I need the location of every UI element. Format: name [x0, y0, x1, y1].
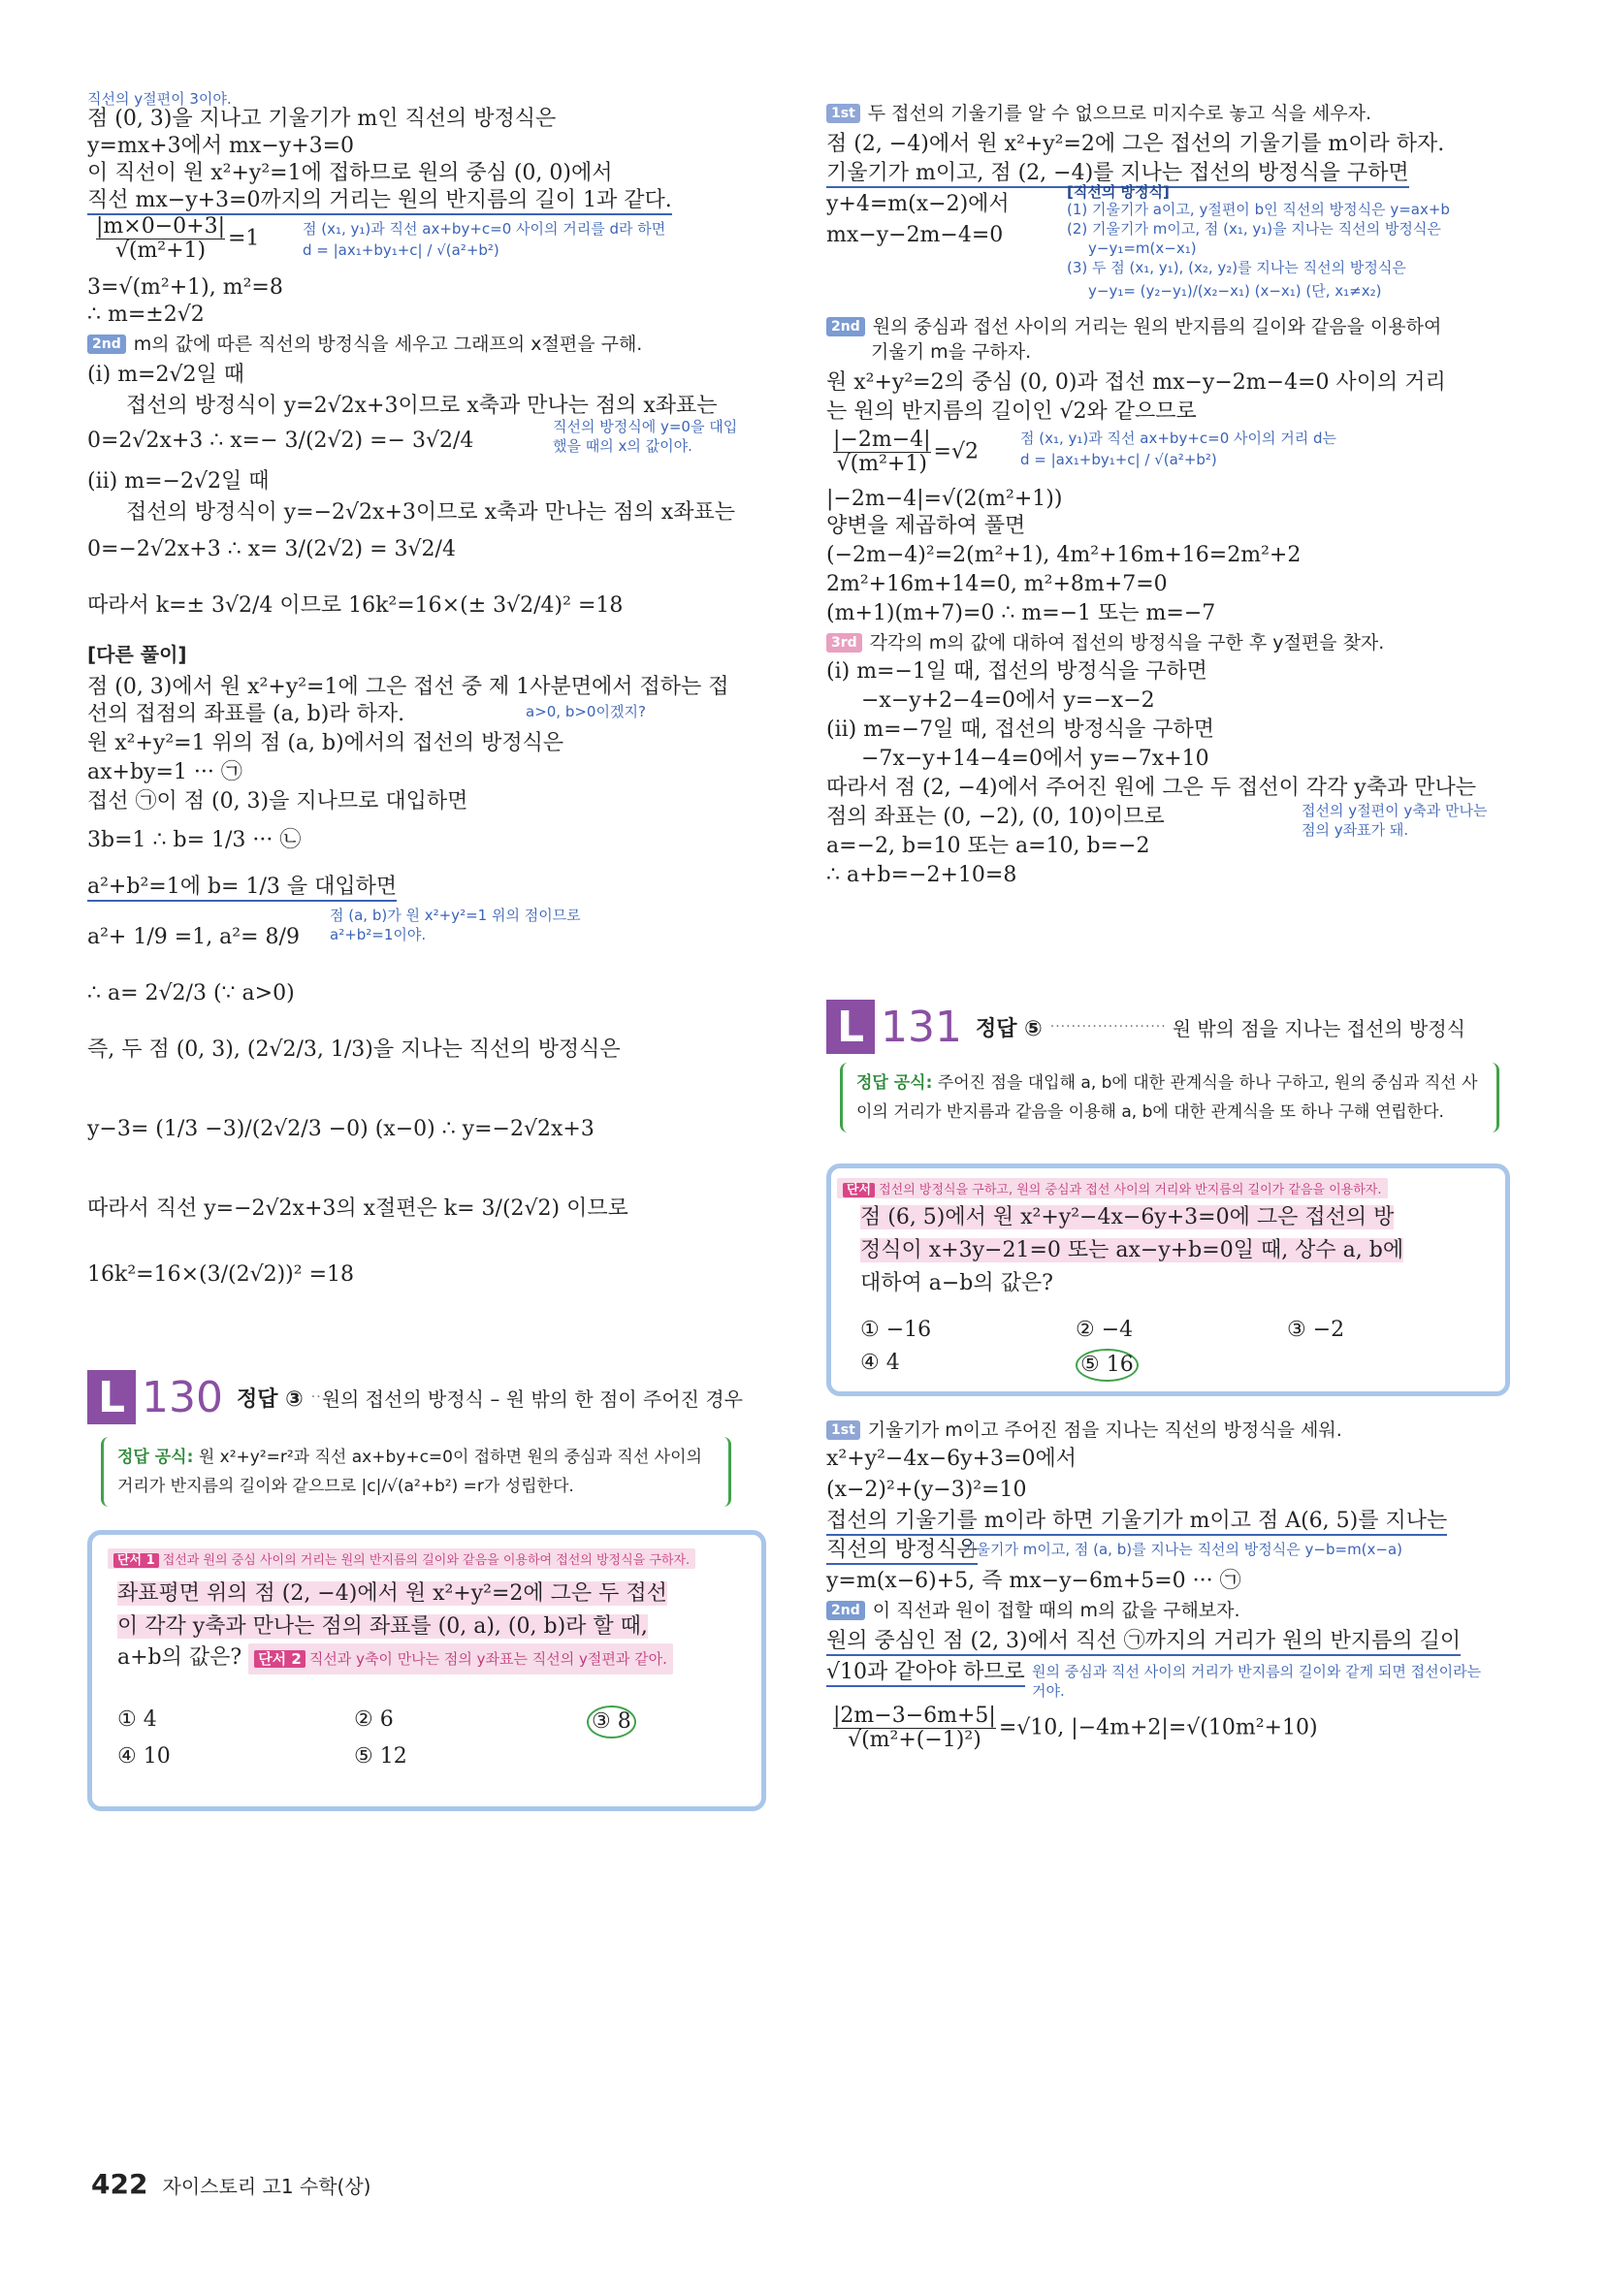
solution-line: 3b=1 ∴ b= 1/3 ··· ㉡ [87, 828, 302, 852]
problem-topic: 원 밖의 점을 지나는 접선의 방정식 [1172, 1016, 1465, 1040]
step-2-header: 2nd m의 값에 따른 직선의 방정식을 세우고 그래프의 x절편을 구해. [87, 330, 642, 359]
l-badge-icon: L [87, 1370, 136, 1424]
solution-line: (ⅰ) m=−1일 때, 접선의 방정식을 구하면 [826, 659, 1207, 684]
question-line: 대하여 a−b의 값은? [860, 1271, 1053, 1295]
note-line: (3) 두 점 (x₁, y₁), (x₂, y₂)를 지나는 직선의 방정식은 [1067, 259, 1406, 276]
answer-label: 정답 ③ [236, 1387, 304, 1412]
question-line: a+b의 값은? 단서 2 직선과 y축이 만나는 점의 y좌표는 직선의 y절편과 같아. [117, 1643, 673, 1674]
solution-line: 직선의 방정식은 [826, 1536, 978, 1565]
solution-line: x²+y²−4x−6y+3=0에서 [826, 1447, 1077, 1471]
solution-line: 점 (2, −4)에서 원 x²+y²=2에 그은 접선의 기울기를 m이라 하자. [826, 132, 1445, 156]
solution-line: 16k²=16×(3/(2√2))² =18 [87, 1262, 354, 1287]
annotation-x-intercept: 직선의 방정식에 y=0을 대입했을 때의 x의 값이야. [553, 418, 738, 455]
problem-130-header: L 130 정답 ③ ·· 원의 접선의 방정식 – 원 밖의 한 점이 주어진 경우 [87, 1367, 743, 1427]
problem-131-box [826, 1164, 1510, 1396]
solution-line: 선의 접점의 좌표를 (a, b)라 하자. [87, 702, 405, 726]
annotation-distance: 점 (x₁, y₁)과 직선 ax+by+c=0 사이의 거리를 d라 하면 [303, 220, 666, 238]
solution-line: y=mx+3에서 mx−y+3=0 [87, 134, 355, 158]
step-3-header: 3rd 각각의 m의 값에 대하여 접선의 방정식을 구한 후 y절편을 찾자. [826, 628, 1384, 657]
question-line: 좌표평면 위의 점 (2, −4)에서 원 x²+y²=2에 그은 두 접선 [117, 1581, 667, 1606]
note-box-title: [직선의 방정식] [1067, 183, 1170, 201]
step-1-header: 1st 두 접선의 기울기를 알 수 없으므로 미지수로 놓고 식을 세우자. [826, 99, 1371, 128]
solution-line: 접선의 방정식이 y=−2√2x+3이므로 x축과 만나는 점의 x좌표는 [126, 500, 735, 525]
note-line: (2) 기울기가 m이고, 점 (x₁, y₁)을 지나는 직선의 방정식은 [1067, 220, 1441, 238]
solution-line: 직선 mx−y+3=0까지의 거리는 원의 반지름의 길이 1과 같다. [87, 186, 672, 215]
solution-line: 0=−2√2x+3 ∴ x= 3/(2√2) = 3√2/4 [87, 537, 456, 561]
annotation-y-intercept: 직선의 y절편이 3이야. [87, 90, 232, 108]
case-1: (ⅰ) m=2√2일 때 [87, 363, 245, 387]
problem-number: 130 [142, 1372, 223, 1422]
solution-line: |−2m−4|=√(2(m²+1)) [826, 487, 1063, 511]
solution-line: (m+1)(m+7)=0 ∴ m=−1 또는 m=−7 [826, 601, 1216, 625]
solution-line: 원 x²+y²=1 위의 점 (a, b)에서의 접선의 방정식은 [87, 731, 564, 755]
solution-line: 2m²+16m+14=0, m²+8m+7=0 [826, 572, 1168, 596]
annotation-distance-formula: d = |ax₁+by₁+c| / √(a²+b²) [1020, 451, 1217, 468]
solution-line: −7x−y+14−4=0에서 y=−7x+10 [861, 747, 1209, 771]
problem-number: 131 [881, 1002, 962, 1052]
solution-line: 따라서 k=± 3√2/4 이므로 16k²=16×(± 3√2/4)² =18 [87, 593, 624, 618]
annotation-distance: 점 (x₁, y₁)과 직선 ax+by+c=0 사이의 거리 d는 [1020, 430, 1337, 447]
hint: 단서 접선의 방정식을 구하고, 원의 중심과 접선 사이의 거리와 반지름의 길이가 같음을 이용하자. [837, 1178, 1388, 1198]
solution-line: y=m(x−6)+5, 즉 mx−y−6m+5=0 ··· ㉠ [826, 1569, 1241, 1593]
left-column [87, 0, 766, 2230]
option-1[interactable]: ① −16 [860, 1318, 932, 1342]
solution-line: ∴ a= 2√2/3 (∵ a>0) [87, 981, 295, 1005]
solution-line: ax+by=1 ··· ㉠ [87, 760, 242, 784]
hint-1: 단서 1 접선과 원의 중심 사이의 거리는 원의 반지름의 길이와 같음을 이용하여 접선의 방정식을 구하자. [108, 1548, 695, 1569]
answer-formula-box: 정답 공식: 원 x²+y²=r²과 직선 ax+by+c=0이 접하면 원의 중심과 직선 사이의 거리가 반지름의 길이와 같으므로 |c|/√(a²+b²) =r가 성립한다. [101, 1437, 731, 1507]
book-title: 자이스토리 고1 수학(상) [162, 2175, 371, 2198]
option-3-correct[interactable]: ③ 8 [587, 1706, 636, 1738]
step-2-header: 2nd 원의 중심과 접선 사이의 거리는 원의 반지름의 길이와 같음을 이용하여 [826, 312, 1441, 341]
solution-line: y−3= (1/3 −3)/(2√2/3 −0) (x−0) ∴ y=−2√2x+3 [87, 1117, 595, 1141]
option-5-correct[interactable]: ⑤ 16 [1076, 1349, 1139, 1382]
solution-line: 원의 중심인 점 (2, 3)에서 직선 ㉠까지의 거리가 원의 반지름의 길이 [826, 1627, 1461, 1656]
answer-formula-box: 정답 공식: 주어진 점을 대입해 a, b에 대한 관계식을 하나 구하고, 원의 중심과 직선 사이의 거리가 반지름과 같음을 이용해 a, b에 대한 관계식을 또 하나 구해 연립한다. [840, 1063, 1499, 1132]
solution-line: a²+ 1/9 =1, a²= 8/9 [87, 925, 300, 949]
distance-equation: $\frac{|-2m-4|}{\text{√(m²+1)}}$ =√2 [833, 428, 979, 476]
solution-line: 접선의 기울기를 m이라 하면 기울기가 m이고 점 A(6, 5)를 지나는 [826, 1507, 1447, 1536]
solution-line: 3=√(m²+1), m²=8 [87, 275, 283, 300]
option-3[interactable]: ③ −2 [1287, 1318, 1345, 1342]
distance-formula: $\frac{|m\times 0-0+3|}{\text{√(m²+1)}}$ =1 [96, 214, 260, 263]
hint-2: 단서 2 직선과 y축이 만나는 점의 y좌표는 직선의 y절편과 같아. [248, 1643, 673, 1674]
option-4[interactable]: ④ 4 [860, 1351, 900, 1375]
solution-line: 이 직선이 원 x²+y²=1에 접하므로 원의 중심 (0, 0)에서 [87, 161, 613, 185]
note-line: (1) 기울기가 a이고, y절편이 b인 직선의 방정식은 y=ax+b [1067, 201, 1450, 218]
solution-line: 0=2√2x+3 ∴ x=− 3/(2√2) =− 3√2/4 [87, 429, 474, 453]
solution-line: a²+b²=1에 b= 1/3 을 대입하면 [87, 873, 397, 902]
annotation-y-coordinate: 접선의 y절편이 y축과 만나는 점의 y좌표가 돼. [1302, 802, 1488, 839]
solution-line: 기울기가 m이고, 점 (2, −4)를 지나는 접선의 방정식을 구하면 [826, 159, 1409, 188]
annotation-tangent: 원의 중심과 직선 사이의 거리가 반지름의 길이와 같게 되면 접선이라는 거야. [1032, 1663, 1482, 1700]
question-line: 이 각각 y축과 만나는 점의 좌표를 (0, a), (0, b)라 할 때, [117, 1614, 648, 1639]
question-line: 정식이 x+3y−21=0 또는 ax−y+b=0일 때, 상수 a, b에 [860, 1238, 1404, 1262]
annotation-on-circle: 점 (a, b)가 원 x²+y²=1 위의 점이므로 a²+b²=1이야. [330, 907, 581, 943]
solution-line: 점 (0, 3)에서 원 x²+y²=1에 그은 접선 중 제 1사분면에서 접하는 접 [87, 675, 729, 699]
solution-line: mx−y−2m−4=0 [826, 223, 1004, 247]
step-2-header: 2nd 이 직선과 원이 접할 때의 m의 값을 구해보자. [826, 1596, 1240, 1625]
solution-line: 양변을 제곱하여 풀면 [826, 514, 1026, 538]
solution-line: y+4=m(x−2)에서 [826, 192, 1010, 216]
step-1-header: 1st 기울기가 m이고 주어진 점을 지나는 직선의 방정식을 세워. [826, 1416, 1342, 1445]
solution-line: 따라서 점 (2, −4)에서 주어진 원에 그은 두 접선이 각각 y축과 만나는 [826, 776, 1476, 800]
answer-label: 정답 ⑤ [975, 1016, 1043, 1041]
option-5[interactable]: ⑤ 12 [354, 1744, 407, 1769]
note-line: y−y₁=m(x−x₁) [1088, 239, 1197, 257]
solution-line: 즉, 두 점 (0, 3), (2√2/3, 1/3)을 지나는 직선의 방정식은 [87, 1037, 621, 1062]
option-1[interactable]: ① 4 [117, 1707, 157, 1732]
solution-line: 접선의 방정식이 y=2√2x+3이므로 x축과 만나는 점의 x좌표는 [126, 394, 718, 418]
solution-line: 원 x²+y²=2의 중심 (0, 0)과 접선 mx−y−2m−4=0 사이의 거리 [826, 370, 1446, 395]
solution-line: 점의 좌표는 (0, −2), (0, 10)이므로 [826, 805, 1165, 829]
solution-line: ∴ a+b=−2+10=8 [826, 863, 1017, 887]
step-2-header-cont: 기울기 m을 구하자. [871, 341, 1032, 363]
solution-line: (ⅱ) m=−7일 때, 접선의 방정식을 구하면 [826, 718, 1214, 742]
solution-line: 점 (0, 3)을 지나고 기울기가 m인 직선의 방정식은 [87, 107, 557, 131]
annotation-line-equation: 기울기가 m이고, 점 (a, b)를 지나는 직선의 방정식은 y−b=m(x−a) [962, 1541, 1403, 1558]
distance-equation: $\frac{|2m-3-6m+5|}{\text{√(m²+(−1)²)}}$ =√10, |−4m+2|=√(10m²+10) [833, 1704, 1318, 1752]
page-number: 422 [91, 2168, 148, 2200]
solution-line: −x−y+2−4=0에서 y=−x−2 [861, 688, 1155, 713]
solution-line: 따라서 직선 y=−2√2x+3의 x절편은 k= 3/(2√2) 이므로 [87, 1196, 628, 1221]
question-line: 점 (6, 5)에서 원 x²+y²−4x−6y+3=0에 그은 접선의 방 [860, 1205, 1395, 1229]
annotation-positive: a>0, b>0이겠지? [526, 703, 646, 720]
option-4[interactable]: ④ 10 [117, 1744, 171, 1769]
right-column [826, 0, 1510, 2230]
option-2[interactable]: ② 6 [354, 1707, 394, 1732]
solution-line: a=−2, b=10 또는 a=10, b=−2 [826, 834, 1150, 858]
case-2: (ⅱ) m=−2√2일 때 [87, 469, 270, 494]
page-footer [91, 2168, 370, 2200]
solution-line: (x−2)²+(y−3)²=10 [826, 1478, 1027, 1502]
solution-line: ∴ m=±2√2 [87, 303, 205, 327]
problem-131-header: L 131 정답 ⑤ ······················ 원 밖의 점을 지나는 접선의 방정식 [826, 997, 1465, 1057]
solution-line: 접선 ㉠이 점 (0, 3)을 지나므로 대입하면 [87, 789, 468, 813]
problem-topic: 원의 접선의 방정식 – 원 밖의 한 점이 주어진 경우 [321, 1387, 743, 1411]
solution-line: (−2m−4)²=2(m²+1), 4m²+16m+16=2m²+2 [826, 543, 1302, 567]
problem-130-box [87, 1530, 766, 1811]
note-line: y−y₁= (y₂−y₁)/(x₂−x₁) (x−x₁) (단, x₁≠x₂) [1088, 282, 1382, 300]
option-2[interactable]: ② −4 [1076, 1318, 1134, 1342]
alt-solution-title: [다른 풀이] [87, 643, 187, 666]
l-badge-icon: L [826, 1000, 875, 1054]
solution-line: √10과 같아야 하므로 [826, 1658, 1025, 1687]
annotation-distance-formula: d = |ax₁+by₁+c| / √(a²+b²) [303, 241, 499, 259]
solution-line: 는 원의 반지름의 길이인 √2와 같으므로 [826, 399, 1197, 424]
